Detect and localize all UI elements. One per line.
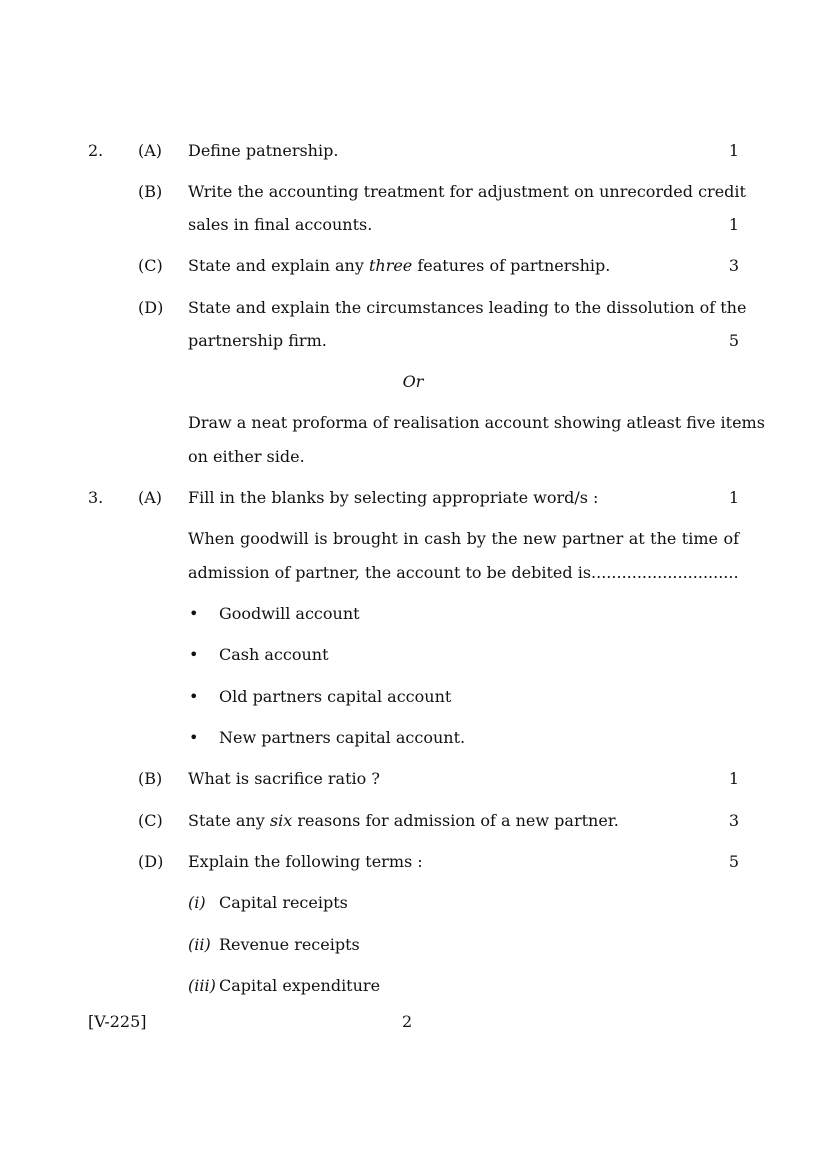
q2-d-label: (D) (138, 298, 164, 317)
option-item: Old partners capital account (219, 687, 452, 706)
q3-c-text: State any six reasons for admission of a new partner. (188, 811, 619, 830)
q2-c-text: State and explain any three features of partnership. (188, 256, 611, 275)
q2-a-marks: 1 (728, 141, 739, 160)
term-text: Capital receipts (219, 893, 348, 912)
q3-a-label: (A) (138, 488, 163, 507)
q2-b-label: (B) (138, 182, 163, 201)
q3-d-label: (D) (138, 852, 164, 871)
q2-a-text: Define patnership. (188, 141, 339, 160)
option-item: Cash account (219, 645, 329, 664)
q3-c-marks: 3 (728, 811, 739, 830)
q2-b-text-line2: sales in final accounts. (188, 215, 373, 234)
bullet-icon: • (189, 645, 199, 664)
option-item: Goodwill account (219, 604, 360, 623)
q3-statement-line2: admission of partner, the account to be debited is............................. (188, 563, 739, 582)
q2-alt-text-line2: on either side. (188, 447, 305, 466)
term-number: (iii) (188, 976, 216, 995)
q3-a-marks: 1 (728, 488, 739, 507)
option-item: New partners capital account. (219, 728, 466, 747)
q3-c-emphasis: six (269, 811, 293, 830)
q3-b-text: What is sacrifice ratio ? (188, 769, 380, 788)
question-number-3: 3. (88, 488, 104, 507)
q3-c-label: (C) (138, 811, 163, 830)
term-number: (i) (188, 893, 206, 912)
bullet-icon: • (189, 687, 199, 706)
q2-b-marks: 1 (728, 215, 739, 234)
q2-c-marks: 3 (728, 256, 739, 275)
q3-a-text: Fill in the blanks by selecting appropriate word/s : (188, 488, 599, 507)
q2-c-label: (C) (138, 256, 163, 275)
q3-b-marks: 1 (728, 769, 739, 788)
q2-d-marks: 5 (728, 331, 739, 350)
page-number: 2 (402, 1012, 413, 1031)
q2-c-emphasis: three (368, 256, 413, 275)
q3-b-label: (B) (138, 769, 163, 788)
q2-d-text-line2: partnership firm. (188, 331, 327, 350)
bullet-icon: • (189, 604, 199, 623)
q2-b-text-line1: Write the accounting treatment for adjustment on unrecorded credit (188, 182, 746, 201)
q3-d-text: Explain the following terms : (188, 852, 423, 871)
question-number-2: 2. (88, 141, 104, 160)
q2-a-label: (A) (138, 141, 163, 160)
q2-alt-text-line1: Draw a neat proforma of realisation account showing atleast five items (188, 413, 765, 432)
q3-statement-line1: When goodwill is brought in cash by the new partner at the time of (188, 529, 739, 548)
q3-d-marks: 5 (728, 852, 739, 871)
term-text: Capital expenditure (219, 976, 381, 995)
or-separator: Or (402, 372, 424, 391)
term-number: (ii) (188, 935, 211, 954)
term-text: Revenue receipts (219, 935, 360, 954)
q2-d-text-line1: State and explain the circumstances leading to the dissolution of the (188, 298, 747, 317)
paper-code: [V-225] (88, 1012, 147, 1031)
bullet-icon: • (189, 728, 199, 747)
